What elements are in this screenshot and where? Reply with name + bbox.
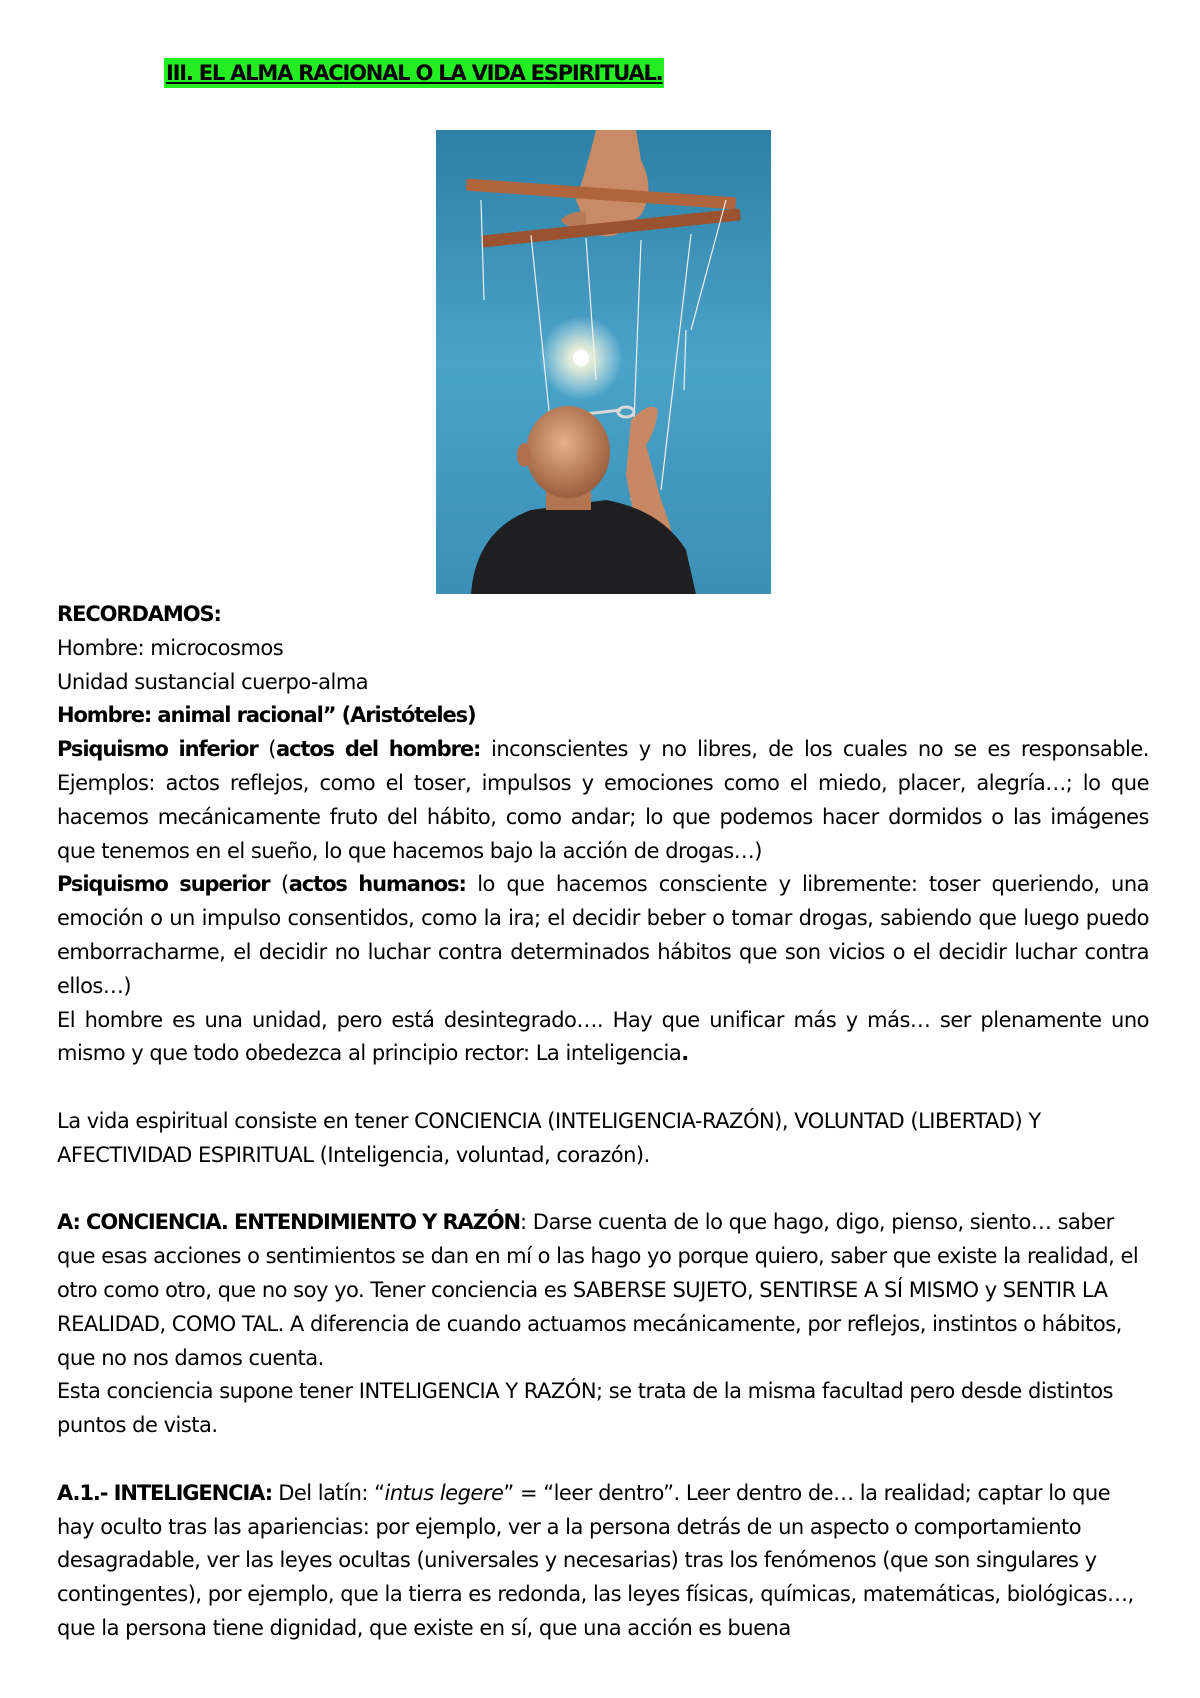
unidad-paragraph (57, 1004, 1149, 1072)
recordamos-heading: RECORDAMOS: (57, 602, 221, 626)
actos-del-hombre-label: actos del hombre: (276, 737, 481, 762)
conciencia-paragraph (57, 1206, 1149, 1375)
unidad-end: . (681, 1041, 689, 1066)
psiquismo-superior-text: lo que hacemos consciente y libremente: toser queriendo, una emoción o un impulso consentidos, como la ira; el decidir beber o tomar drogas, sabiendo que luego puedo emborracharme, el decidir no luchar contra determinados hábitos que son vicios o el decidir luchar contra ellos…) (57, 872, 1149, 998)
inteligencia-text: ” = “leer dentro”. Leer dentro de… la realidad; captar lo que hay oculto tras las apariencias: por ejemplo, ver a la persona detrás de un aspecto o comportamiento desagradable, ver las leyes ocultas (universales y necesarias) tras los fenómenos (que son singulares y contingentes), por ejemplo, que la tierra es redonda, las leyes físicas, químicas, matemáticas, biológicas…, que la persona tiene dignidad, que existe en sí, que una acción es buena (57, 1480, 1134, 1640)
psiquismo-inferior-label: Psiquismo inferior (57, 737, 258, 762)
recordamos-line: Hombre: animal racional” (Aristóteles) (57, 703, 476, 728)
unidad-text: El hombre es una unidad, pero está desintegrado…. Hay que unificar más y más… ser plenamente uno mismo y que todo obedezca al principio rector: La inteligencia (57, 1007, 1149, 1066)
recordamos-line: Hombre: microcosmos (57, 635, 284, 660)
conciencia-text: : Darse cuenta de lo que hago, digo, pienso, siento… saber que esas acciones o sentimientos se dan en mí o las hago yo porque quiero, saber que existe la realidad, el otro como otro, que no soy yo. Tener conciencia es SABERSE SUJETO, SENTIRSE A SÍ MISMO y SENTIR LA REALIDAD, COMO TAL. A diferencia de cuando actuamos mecánicamente, por reflejos, instintos o hábitos, que no nos damos cuenta. (57, 1210, 1139, 1370)
psiquismo-inferior-paragraph (57, 733, 1149, 868)
paren-open: ( (257, 737, 276, 762)
inteligencia-heading: A.1.- INTELIGENCIA: (57, 1480, 273, 1505)
paren-open: ( (269, 872, 289, 897)
psiquismo-inferior-text: inconscientes y no libres, de los cuales no se es responsable. Ejemplos: actos reflejos, como el toser, impulsos y emociones como el miedo, placer, alegría…; lo que hacemos mecánicamente fruto del hábito, como andar; lo que podemos hacer dormidos o las imágenes que tenemos en el sueño, lo que hacemos bajo la acción de drogas…) (57, 737, 1149, 863)
psiquismo-superior-label: Psiquismo superior (57, 872, 270, 897)
conciencia-heading: A: CONCIENCIA. ENTENDIMIENTO Y RAZÓN (57, 1210, 521, 1235)
document-body (57, 598, 1149, 1646)
conciencia-paragraph-2: Esta conciencia supone tener INTELIGENCIA Y RAZÓN; se trata de la misma facultad pero desde distintos puntos de vista. (57, 1379, 1113, 1438)
inteligencia-paragraph (57, 1477, 1149, 1646)
recordamos-line: Unidad sustancial cuerpo-alma (57, 669, 369, 694)
actos-humanos-label: actos humanos: (288, 872, 466, 897)
page-title: III. EL ALMA RACIONAL O LA VIDA ESPIRITUAL. (164, 58, 664, 88)
spacer (57, 1443, 1149, 1477)
spacer (57, 1071, 1149, 1105)
inteligencia-pre: Del latín: “ (272, 1480, 385, 1505)
latin-term: intus legere (384, 1480, 504, 1505)
psiquismo-superior-paragraph (57, 868, 1149, 1003)
vida-espiritual-paragraph: La vida espiritual consiste en tener CONCIENCIA (INTELIGENCIA-RAZÓN), VOLUNTAD (LIBERTAD) Y AFECTIVIDAD ESPIRITUAL (Inteligencia, voluntad, corazón). (57, 1108, 1041, 1167)
spacer (57, 1173, 1149, 1207)
puppet-illustration (436, 130, 771, 594)
